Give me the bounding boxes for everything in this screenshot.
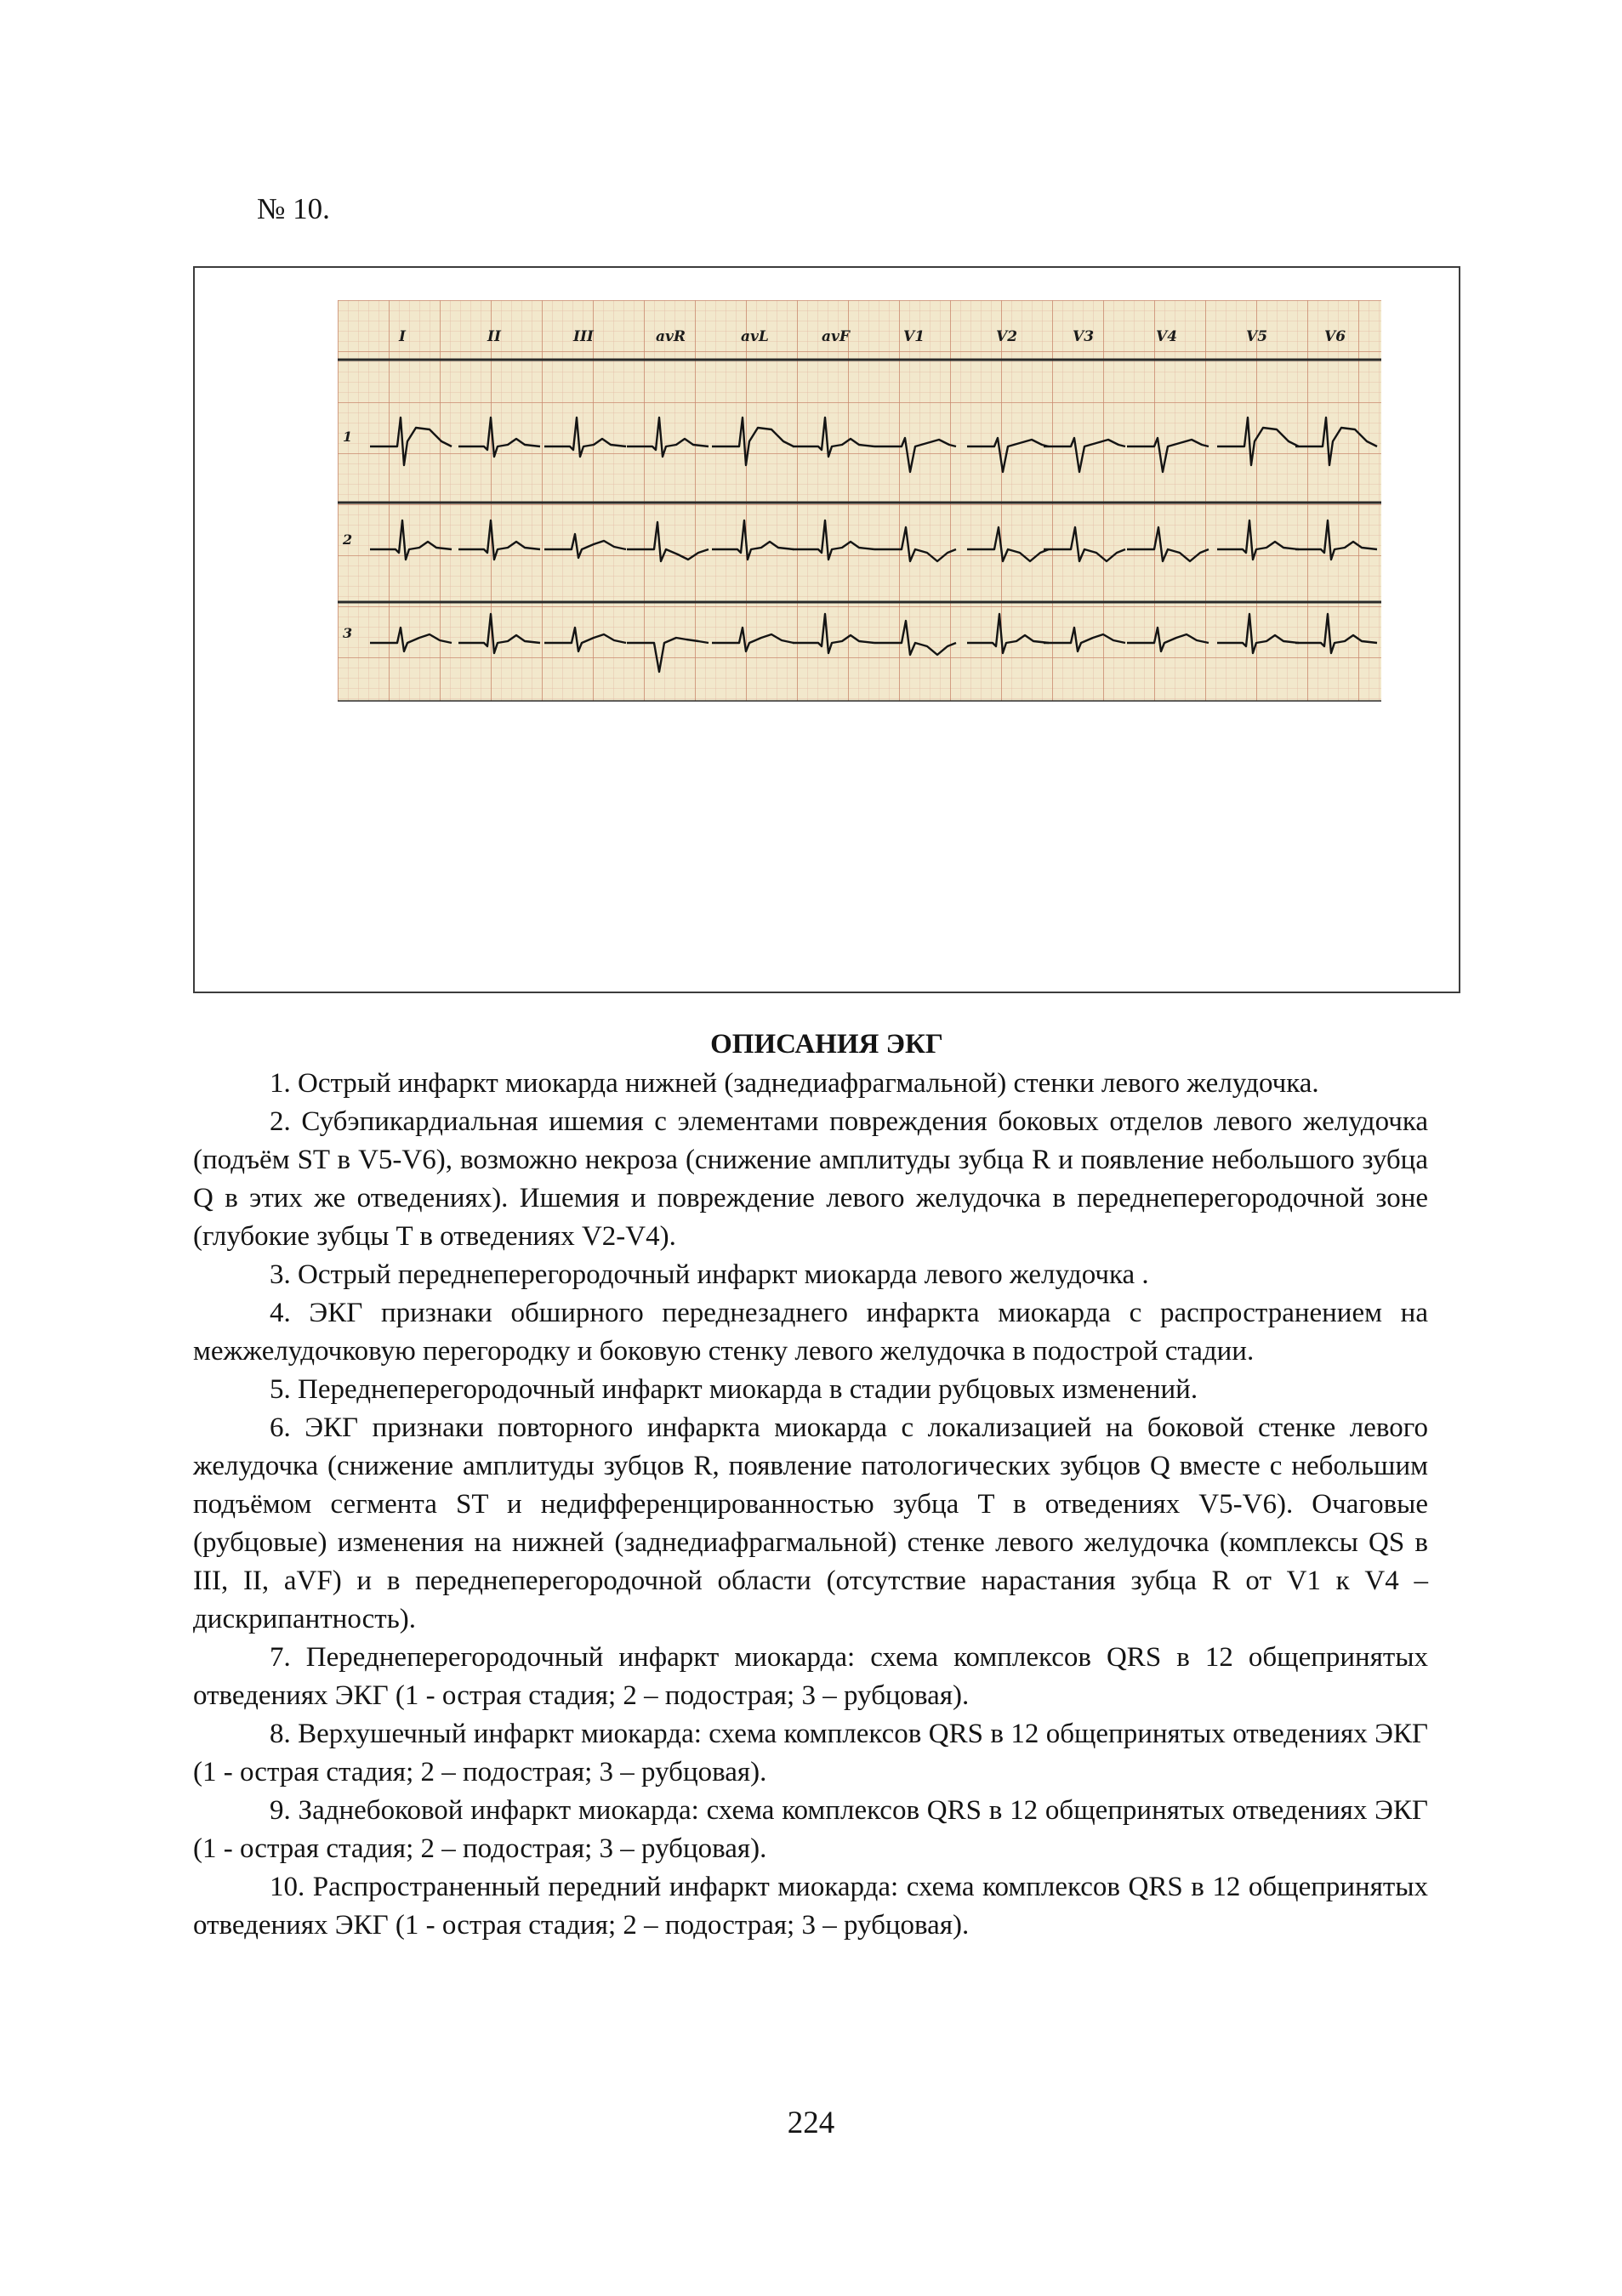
lead-label: V4 — [1156, 328, 1178, 345]
lead-label: avL — [741, 328, 769, 345]
description-item: 6. ЭКГ признаки повторного инфаркта миокарда с локализацией на боковой стенке левого желудочка (снижение амплитуды зубцов R, появление патологических зубцов Q вместе с небольшим подъёмом сегмента ST и недифференцированностью зубца T в отведениях V5-V6). Очаговые (рубцовые) изменения на нижней (заднедиафрагмальной) стенке левого желудочка (комплексы QS в III, II, aVF) и в переднеперегородочной области (отсутствие нарастания зубца R от V1 к V4 – дискрипантность). — [193, 1412, 1428, 1634]
figure-frame — [193, 266, 1460, 993]
lead-label: V5 — [1246, 328, 1268, 345]
description-item: 4. ЭКГ признаки обширного переднезаднего инфаркта миокарда с распространением на межжелудочковую перегородку и боковую стенку левого желудочка в подострой стадии. — [193, 1298, 1428, 1367]
row-label: 3 — [343, 625, 353, 641]
row-label: 1 — [343, 429, 353, 445]
description-item: 10. Распространенный передний инфаркт миокарда: схема комплексов QRS в 12 общепринятых отведениях ЭКГ (1 - острая стадия; 2 – подострая; 3 – рубцовая). — [193, 1872, 1428, 1941]
description-item: 5. Переднеперегородочный инфаркт миокарда в стадии рубцовых изменений. — [270, 1374, 1198, 1405]
lead-label: V3 — [1073, 328, 1095, 345]
description-item: 9. Заднебоковой инфаркт миокарда: схема комплексов QRS в 12 общепринятых отведениях ЭКГ (1 - острая стадия; 2 – подострая; 3 – рубцовая). — [193, 1795, 1428, 1864]
ecg-strip-image — [338, 300, 1381, 702]
section-title: ОПИСАНИЯ ЭКГ — [710, 1029, 943, 1060]
description-item: 1. Острый инфаркт миокарда нижней (заднедиафрагмальной) стенки левого желудочка. — [270, 1068, 1319, 1099]
description-item: 3. Острый переднеперегородочный инфаркт миокарда левого желудочка . — [270, 1259, 1149, 1290]
lead-label: III — [573, 328, 594, 345]
lead-label: V6 — [1324, 328, 1346, 345]
lead-label: avF — [822, 328, 850, 345]
lead-label: V1 — [903, 328, 925, 345]
descriptions-list — [193, 1065, 1428, 1945]
description-item: 7. Переднеперегородочный инфаркт миокарда: схема комплексов QRS в 12 общепринятых отведениях ЭКГ (1 - острая стадия; 2 – подострая; 3 – рубцовая). — [193, 1642, 1428, 1711]
page-number: 224 — [787, 2106, 835, 2140]
description-item: 8. Верхушечный инфаркт миокарда: схема комплексов QRS в 12 общепринятых отведениях ЭКГ (1 - острая стадия; 2 – подострая; 3 – рубцовая). — [193, 1719, 1428, 1787]
lead-label: II — [487, 328, 501, 345]
exercise-number: № 10. — [257, 192, 330, 225]
row-label: 2 — [343, 531, 353, 548]
description-item: 2. Субэпикардиальная ишемия с элементами повреждения боковых отделов левого желудочка (подъём ST в V5-V6), возможно некроза (снижение амплитуды зубца R и появление небольшого зубца Q в этих же отведениях). Ишемия и повреждение левого желудочка в переднеперегородочной зоне (глубокие зубцы T в отведениях V2-V4). — [193, 1106, 1428, 1252]
lead-label: avR — [656, 328, 686, 345]
lead-label: V2 — [996, 328, 1018, 345]
lead-label: I — [399, 328, 406, 345]
